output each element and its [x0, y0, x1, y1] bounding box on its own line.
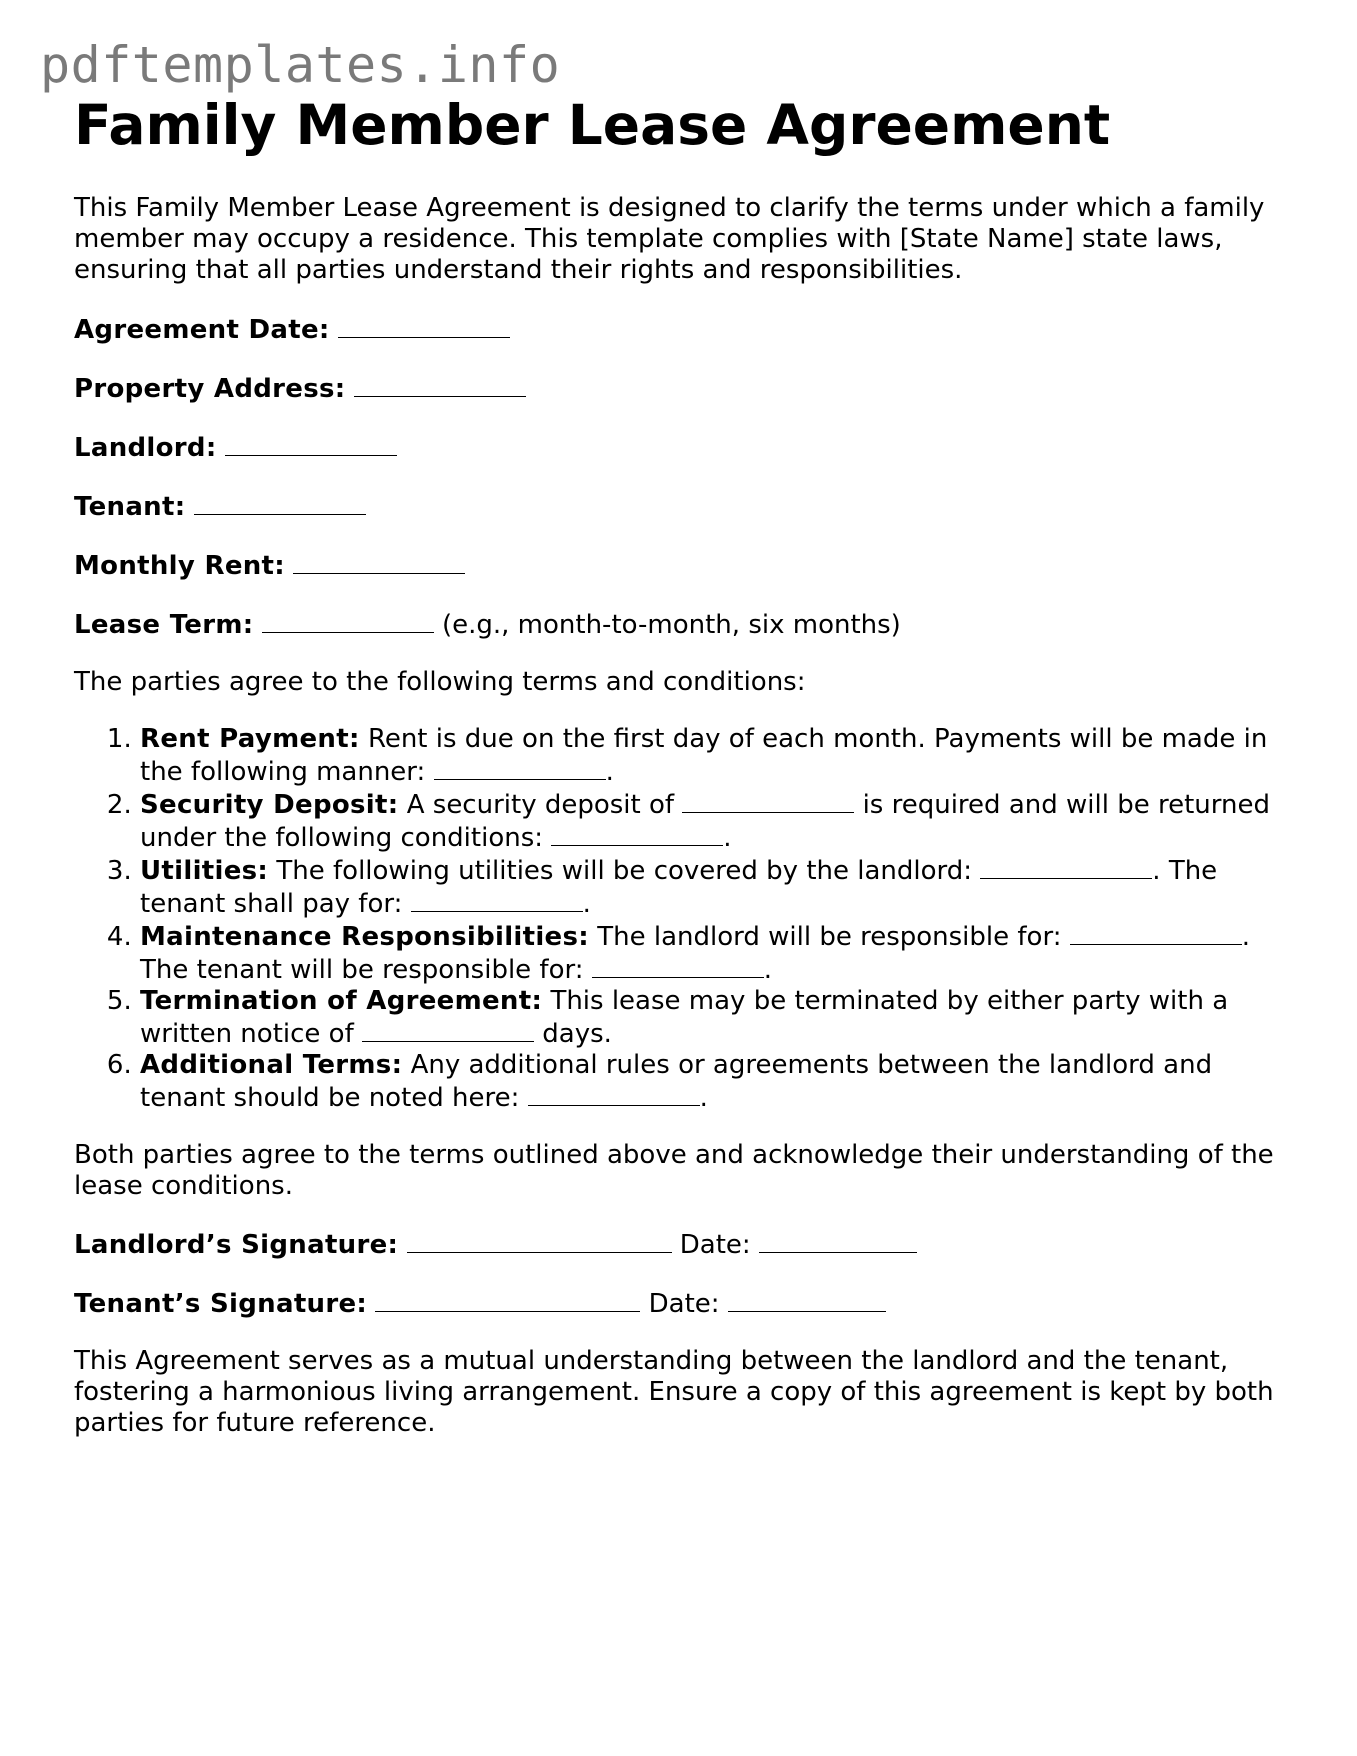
- term-text: .: [582, 889, 591, 919]
- term-blank[interactable]: [362, 1017, 534, 1042]
- acknowledgement-paragraph: Both parties agree to the terms outlined above and acknowledge their understanding of the lease conditions.: [74, 1140, 1274, 1201]
- intro-paragraph: This Family Member Lease Agreement is designed to clarify the terms under which a family member may occupy a residence. This template complies with [State Name] state laws, ensuring that all parties understand their rights and responsibilities.: [74, 193, 1265, 285]
- monthly-rent-field: [74, 549, 1274, 582]
- term-text: . The tenant will be responsible for:: [140, 922, 1250, 985]
- term-title: Additional Terms:: [140, 1050, 403, 1080]
- lease-term-field: [74, 608, 1274, 641]
- term-text: Rent is due on the first day of each month. Payments will be made in the following manner:: [140, 724, 1268, 787]
- tenant-date-label: Date:: [648, 1289, 720, 1319]
- term-title: Maintenance Responsibilities:: [140, 922, 589, 952]
- tenant-date-blank[interactable]: [728, 1287, 886, 1312]
- term-item: [140, 854, 1274, 920]
- term-blank[interactable]: [682, 788, 854, 813]
- term-text: The following utilities will be covered by the landlord:: [276, 856, 973, 886]
- terms-list: [74, 724, 1274, 1114]
- term-text: . The tenant shall pay for:: [140, 856, 1218, 919]
- monthly-rent-blank[interactable]: [293, 549, 465, 574]
- term-title: Security Deposit:: [140, 790, 399, 820]
- lease-term-blank[interactable]: [262, 608, 434, 633]
- landlord-signature-label: Landlord’s Signature:: [74, 1230, 399, 1260]
- closing-paragraph: This Agreement serves as a mutual understanding between the landlord and the tenant, fostering a harmonious living arrangement. Ensure a copy of this agreement is kept by both parties for future reference.: [74, 1346, 1274, 1438]
- lease-term-label: Lease Term:: [74, 610, 254, 640]
- term-text: .: [763, 955, 773, 985]
- tenant-signature-blank[interactable]: [375, 1287, 640, 1312]
- terms-intro: The parties agree to the following terms and conditions:: [74, 667, 806, 697]
- landlord-date-blank[interactable]: [759, 1228, 917, 1253]
- watermark: pdftemplates.info: [40, 36, 561, 94]
- term-text: .: [699, 1083, 708, 1113]
- landlord-signature-blank[interactable]: [407, 1228, 672, 1253]
- document-title: Family Member Lease Agreement: [74, 93, 1111, 157]
- tenant-label: Tenant:: [74, 492, 186, 522]
- tenant-signature-line: [74, 1287, 1274, 1320]
- property-address-field: [74, 372, 1274, 405]
- agreement-date-blank[interactable]: [338, 313, 510, 338]
- term-blank[interactable]: [1070, 920, 1242, 945]
- term-title: Termination of Agreement:: [140, 986, 543, 1016]
- term-text: is required and will be returned under the following conditions:: [140, 790, 1270, 853]
- property-address-blank[interactable]: [354, 372, 526, 397]
- property-address-label: Property Address:: [74, 374, 346, 404]
- monthly-rent-label: Monthly Rent:: [74, 551, 285, 581]
- term-text: days.: [542, 1019, 612, 1049]
- term-blank[interactable]: [592, 953, 764, 978]
- lease-term-hint: (e.g., month-to-month, six months): [441, 610, 901, 640]
- landlord-signature-line: [74, 1228, 1274, 1261]
- term-item: [140, 920, 1274, 986]
- landlord-date-label: Date:: [679, 1230, 751, 1260]
- term-text: This lease may be terminated by either party with a written notice of: [140, 986, 1229, 1049]
- tenant-field: [74, 490, 1274, 523]
- term-title: Utilities:: [140, 856, 269, 886]
- term-text: .: [605, 757, 614, 787]
- term-item: [140, 986, 1274, 1050]
- tenant-signature-label: Tenant’s Signature:: [74, 1289, 368, 1319]
- landlord-field: [74, 431, 1274, 464]
- agreement-date-label: Agreement Date:: [74, 315, 330, 345]
- term-blank[interactable]: [528, 1081, 700, 1106]
- term-title: Rent Payment:: [140, 724, 360, 754]
- term-blank[interactable]: [411, 887, 583, 912]
- landlord-blank[interactable]: [225, 431, 397, 456]
- document-page: [74, 92, 1274, 1439]
- term-blank[interactable]: [980, 854, 1152, 879]
- term-text: Any additional rules or agreements between the landlord and tenant should be noted here:: [140, 1050, 1213, 1113]
- term-item: [140, 788, 1274, 854]
- agreement-date-field: [74, 313, 1274, 346]
- term-blank[interactable]: [434, 755, 606, 780]
- term-item: [140, 1050, 1274, 1114]
- term-blank[interactable]: [551, 821, 723, 846]
- term-text: .: [723, 823, 732, 853]
- term-text: The landlord will be responsible for:: [597, 922, 1062, 952]
- tenant-blank[interactable]: [194, 490, 366, 515]
- landlord-label: Landlord:: [74, 433, 217, 463]
- term-item: [140, 724, 1274, 788]
- term-text: A security deposit of: [406, 790, 675, 820]
